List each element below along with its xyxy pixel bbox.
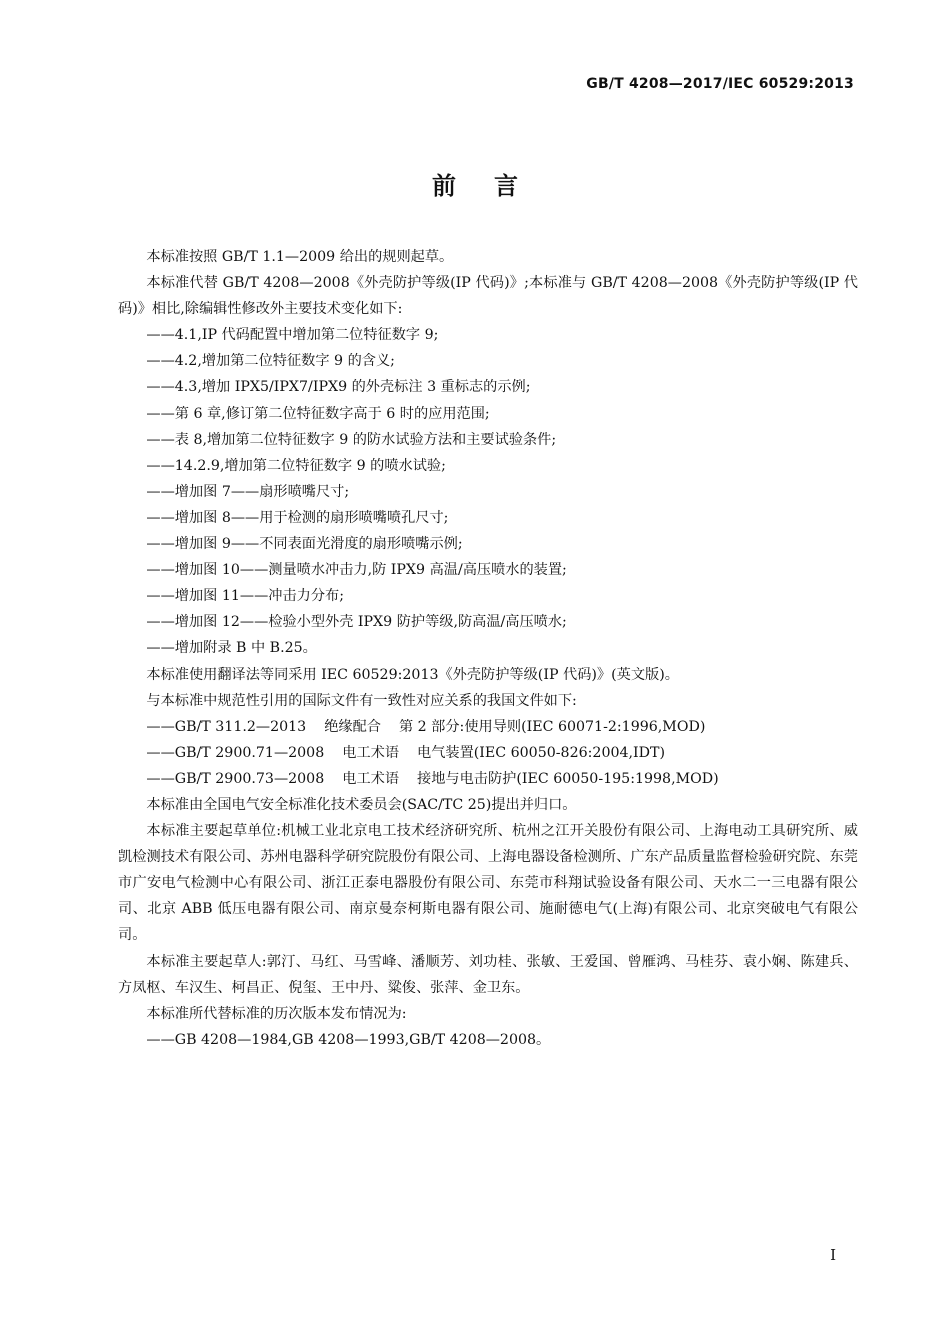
history-versions: ——GB 4208—1984,GB 4208—1993,GB/T 4208—2008。 bbox=[146, 1031, 551, 1048]
reference-item bbox=[118, 740, 858, 766]
list-item: ——表 8,增加第二位特征数字 9 的防水试验方法和主要试验条件; bbox=[146, 431, 557, 448]
reference-item bbox=[118, 714, 858, 740]
reference-code: ——GB/T 2900.73—2008 bbox=[146, 770, 325, 787]
list-item: ——4.3,增加 IPX5/IPX7/IPX9 的外壳标注 3 重标志的示例; bbox=[146, 379, 531, 396]
references-list bbox=[118, 714, 858, 792]
list-item: ——增加图 12——检验小型外壳 IPX9 防护等级,防高温/高压喷水; bbox=[146, 614, 567, 631]
paragraph-drafting-rules: 本标准按照 GB/T 1.1—2009 给出的规则起草。 bbox=[146, 249, 454, 265]
reference-code: ——GB/T 2900.71—2008 bbox=[146, 744, 325, 761]
list-item: ——增加图 10——测量喷水冲击力,防 IPX9 高温/高压喷水的装置; bbox=[146, 562, 567, 579]
reference-code: ——GB/T 311.2—2013 bbox=[146, 718, 307, 735]
reference-title: 电工术语 bbox=[342, 770, 400, 787]
standard-number-header: GB/T 4208—2017/IEC 60529:2013 bbox=[586, 76, 854, 92]
reference-title: 绝缘配合 bbox=[324, 718, 381, 735]
list-item: ——增加图 11——冲击力分布; bbox=[146, 588, 344, 605]
technical-changes-list bbox=[118, 322, 858, 661]
reference-title: 电工术语 bbox=[342, 744, 400, 761]
paragraph-adoption: 本标准使用翻译法等同采用 IEC 60529:2013《外壳防护等级(IP 代码)》(英文版)。 bbox=[146, 666, 679, 683]
paragraph-committee: 本标准由全国电气安全标准化技术委员会(SAC/TC 25)提出并归口。 bbox=[146, 796, 577, 813]
list-item: ——第 6 章,修订第二位特征数字高于 6 时的应用范围; bbox=[146, 405, 490, 422]
reference-part: 第 2 部分:使用导则(IEC 60071-2:1996,MOD) bbox=[398, 718, 706, 735]
list-item: ——增加图 8——用于检测的扇形喷嘴喷孔尺寸; bbox=[146, 509, 449, 526]
paragraph-drafters: 本标准主要起草人:郭汀、马红、马雪峰、潘顺芳、刘功桂、张敏、王爱国、曾雁鸿、马桂芬、袁小娴、陈建兵、方凤枢、车汉生、柯昌正、倪玺、王中丹、粱俊、张萍、金卫东。 bbox=[118, 953, 858, 996]
paragraph-replacement: 本标准代替 GB/T 4208—2008《外壳防护等级(IP 代码)》;本标准与 GB/T 4208—2008《外壳防护等级(IP 代码)》相比,除编辑性修改外主要技术变化如下: bbox=[118, 275, 858, 318]
reference-part: 接地与电击防护(IEC 60050-195:1998,MOD) bbox=[417, 770, 719, 787]
paragraph-references-intro: 与本标准中规范性引用的国际文件有一致性对应关系的我国文件如下: bbox=[146, 692, 577, 709]
list-item: ——增加附录 B 中 B.25。 bbox=[146, 640, 317, 657]
paragraph-drafting-units: 本标准主要起草单位:机械工业北京电工技术经济研究所、杭州之江开关股份有限公司、上海电动工具研究所、威凯检测技术有限公司、苏州电器科学研究院股份有限公司、上海电器设备检测所、广东产品质量监督检验研究院、东莞市广安电气检测中心有限公司、浙江正泰电器股份有限公司、东莞市科翔试验设备有限公司、天水二一三电器有限公司、北京 ABB 低压电器有限公司、南京曼奈柯斯电器有限公司、施耐德电气(上海)有限公司、北京突破电气有限公司。 bbox=[118, 823, 858, 944]
paragraph-history-intro: 本标准所代替标准的历次版本发布情况为: bbox=[146, 1005, 407, 1022]
list-item: ——增加图 9——不同表面光滑度的扇形喷嘴示例; bbox=[146, 536, 463, 553]
reference-part: 电气装置(IEC 60050-826:2004,IDT) bbox=[417, 744, 666, 761]
list-item: ——14.2.9,增加第二位特征数字 9 的喷水试验; bbox=[146, 457, 446, 474]
page-number: I bbox=[830, 1246, 836, 1264]
list-item: ——4.2,增加第二位特征数字 9 的含义; bbox=[146, 353, 395, 370]
reference-item bbox=[118, 766, 858, 792]
list-item: ——4.1,IP 代码配置中增加第二位特征数字 9; bbox=[146, 327, 439, 344]
page-title: 前言 bbox=[432, 172, 556, 200]
foreword-body bbox=[118, 244, 858, 1053]
list-item: ——增加图 7——扇形喷嘴尺寸; bbox=[146, 483, 350, 500]
